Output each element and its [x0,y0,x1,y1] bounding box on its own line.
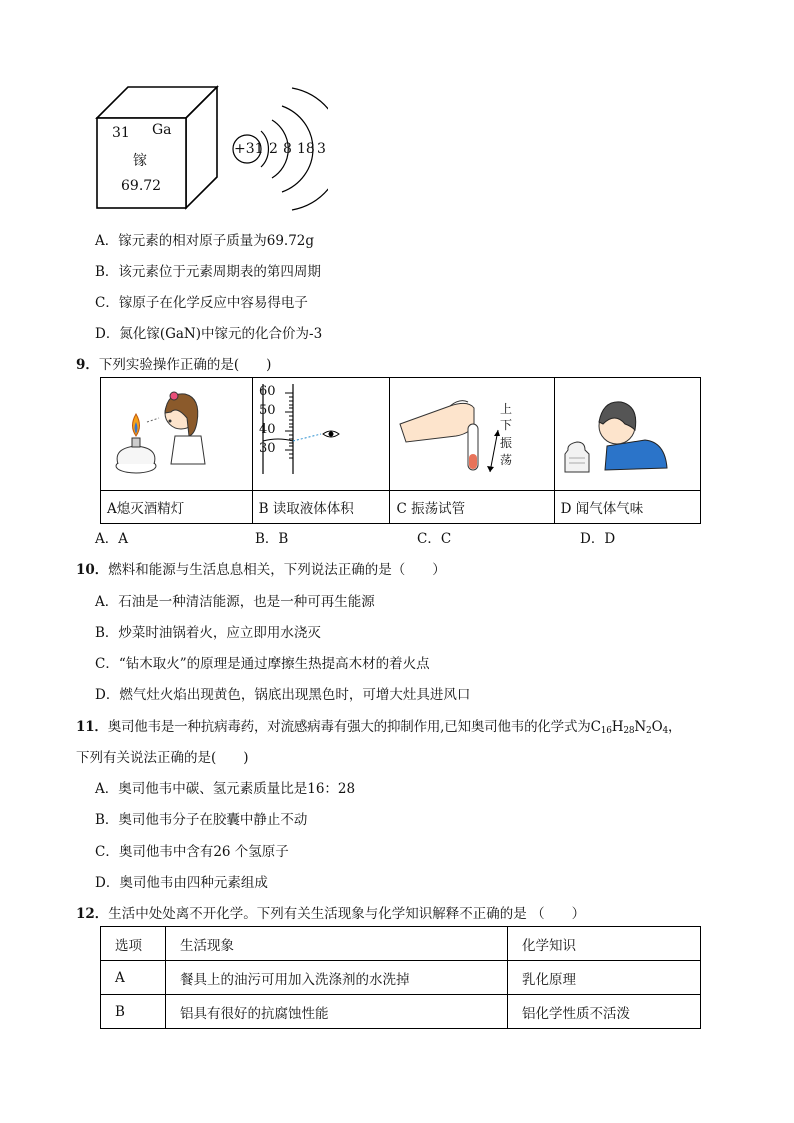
q9-number: 9． [76,357,99,373]
nucleus-charge: +31 [234,141,264,157]
q12-table [100,926,701,1029]
q9-image-a [101,378,253,491]
header-knowledge: 化学知识 [508,927,701,961]
atomic-number: 31 [112,125,130,141]
q9-option-d: D．D [580,531,616,547]
shake-test-tube-illustration [390,378,545,486]
q9-experiment-table [100,377,701,524]
row-b-knowledge: 铝化学性质不活泼 [508,995,701,1029]
q10-text: 燃料和能源与生活息息相关，下列说法正确的是（ ） [108,562,446,578]
q11-option-d: D．奥司他韦由四种元素组成 [95,875,268,891]
q11-stem-line2: 下列有关说法正确的是( ) [76,750,249,766]
q11-option-a: A．奥司他韦中碳、氢元素质量比是16：28 [95,781,356,797]
cylinder-mark-50: 50 [259,403,276,418]
q8-option-c: C．镓原子在化学反应中容易得电子 [95,295,308,311]
formula-sub-h: 28 [623,726,635,736]
q9-text: 下列实验操作正确的是( ) [98,357,272,373]
q9-image-d [554,378,700,491]
q11-stem [76,715,681,736]
header-phenomenon: 生活现象 [166,927,508,961]
q9-option-b: B．B [255,531,289,547]
shake-label-up: 上 [500,402,513,416]
shake-label-swing: 荡 [500,453,513,467]
formula-n: N [634,719,647,735]
cylinder-mark-40: 40 [259,422,276,437]
q12-number: 12． [76,906,109,922]
q11-option-b: B．奥司他韦分子在胶囊中静止不动 [95,812,308,828]
q10-stem [76,558,446,578]
row-a-option: A [101,961,166,995]
q11-text: 奥司他韦是一种抗病毒药，对流感病毒有强大的抑制作用,已知奥司他韦的化学式为C [107,719,601,735]
blow-out-lamp-illustration [101,378,244,486]
table-row [101,995,701,1029]
formula-sub-o: 4 [662,726,668,736]
q9-stem [76,353,271,373]
q9-caption-c: C 振荡试管 [390,491,554,524]
formula-sub-c: 16 [600,726,612,736]
table-row [101,961,701,995]
row-a-knowledge: 乳化原理 [508,961,701,995]
shell-2-electrons: 8 [283,141,292,157]
q9-caption-d: D 闻气体气味 [554,491,700,524]
formula-o: O [651,719,663,735]
q12-stem [76,902,585,922]
q10-option-b: B．炒菜时油锅着火，应立即用水浇灭 [95,625,321,641]
q11-number: 11． [76,719,108,735]
smell-gas-illustration [555,378,693,486]
element-name: 镓 [133,153,147,169]
formula-h: H [611,719,624,735]
shake-label-down: 下 [500,418,513,432]
shell-4-electrons: 3 [317,141,326,157]
q9-option-a: A．A [95,531,128,547]
q8-option-a: A．镓元素的相对原子质量为69.72g [95,233,315,249]
q9-caption-a: A熄灭酒精灯 [101,491,253,524]
q10-option-d: D．燃气灶火焰出现黄色，锅底出现黑色时，可增大灶具进风口 [95,687,471,703]
element-symbol: Ga [152,122,172,138]
q9-image-c [390,378,554,491]
formula-sub-n: 2 [646,726,652,736]
shell-3-electrons: 18 [297,141,315,157]
q10-number: 10． [76,562,109,578]
row-a-phenomenon: 餐具上的油污可用加入洗涤剂的水洗掉 [166,961,508,995]
q11-option-c: C．奥司他韦中含有26 个氢原子 [95,844,289,860]
q10-option-c: C．“钻木取火”的原理是通过摩擦生热提高木材的着火点 [95,656,430,672]
q8-option-b: B．该元素位于元素周期表的第四周期 [95,264,321,280]
table-header-row [101,927,701,961]
shell-1-electrons: 2 [269,141,278,157]
row-b-option: B [101,995,166,1029]
q9-option-c: C．C [417,531,452,547]
q10-option-a: A．石油是一种清洁能源，也是一种可再生能源 [95,594,375,610]
q9-caption-b: B 读取液体体积 [252,491,390,524]
row-b-phenomenon: 铝具有很好的抗腐蚀性能 [166,995,508,1029]
cylinder-mark-30: 30 [259,441,276,456]
q12-text: 生活中处处离不开化学。下列有关生活现象与化学知识解释不正确的是 （ ） [108,906,586,922]
shake-label-shake: 振 [500,436,513,450]
cylinder-mark-60: 60 [259,384,276,399]
q11-stem-end: ， [667,719,682,735]
q8-option-d: D．氮化镓(GaN)中镓元的化合价为-3 [95,326,323,342]
atomic-mass: 69.72 [121,178,162,194]
header-option: 选项 [101,927,166,961]
